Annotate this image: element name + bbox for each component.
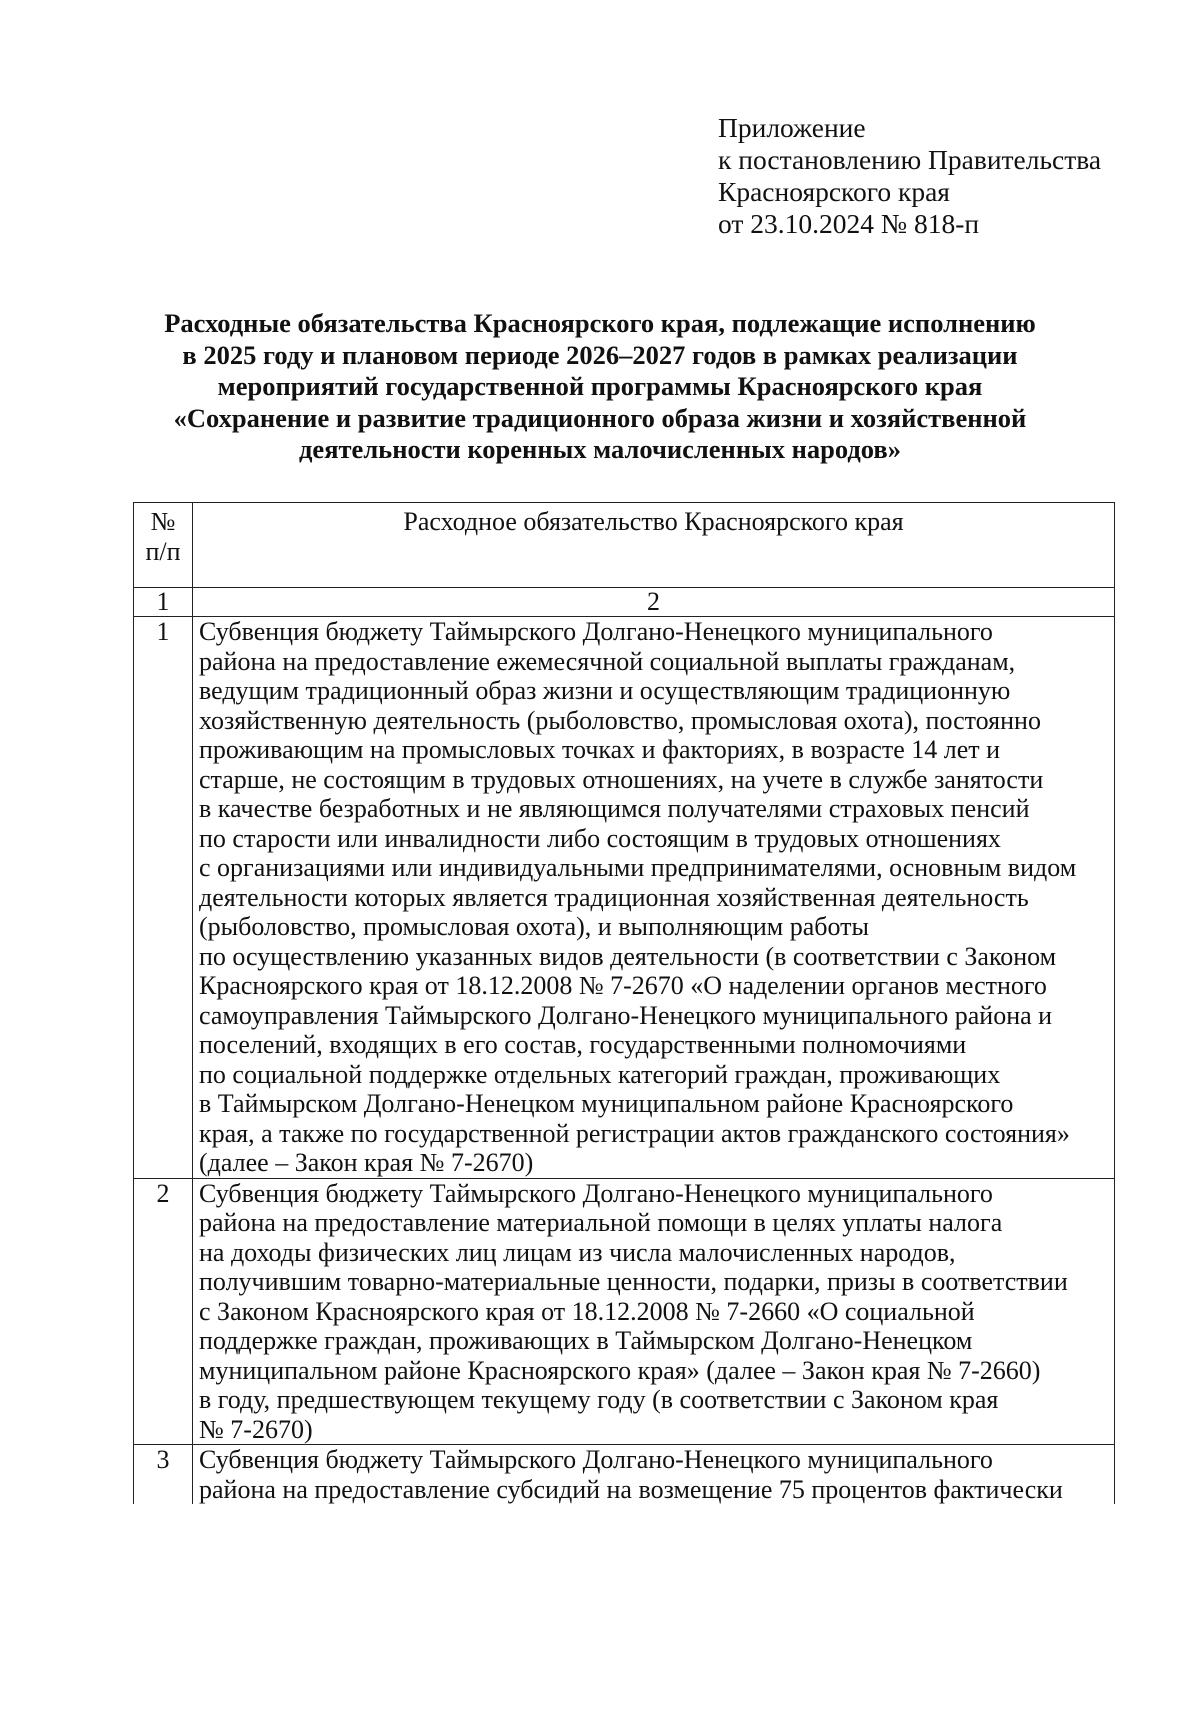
row-text-line: проживающим на промысловых точках и факториях, в возрасте 14 лет и bbox=[199, 735, 1001, 764]
row-text-line: с Законом Красноярского края от 18.12.2008 № 7-2660 «О социальной bbox=[199, 1296, 975, 1326]
row-text-line: края, а также по государственной регистрации актов гражданского состояния» bbox=[199, 1118, 1070, 1148]
title-line: мероприятий государственной программы Красноярского края bbox=[217, 371, 983, 401]
row-text-line: по осуществлению указанных видов деятельности (в соответствии с Законом bbox=[199, 941, 1057, 971]
table-row bbox=[134, 617, 1115, 1179]
document-title bbox=[120, 308, 1080, 466]
appendix-block bbox=[718, 112, 1158, 240]
row-text-line: Субвенция бюджету Таймырского Долгано-Ненецкого муниципального bbox=[199, 1445, 993, 1474]
header-obligation-cell bbox=[193, 503, 1115, 588]
row-text-line: Субвенция бюджету Таймырского Долгано-Ненецкого муниципального bbox=[199, 1178, 993, 1208]
header-num-line: п/п bbox=[145, 536, 181, 566]
title-line: «Сохранение и развитие традиционного образа жизни и хозяйственной bbox=[173, 402, 1027, 433]
row-text-line: (рыболовство, промысловая охота), и выполняющим работы bbox=[199, 912, 869, 941]
row-text-line: Красноярского края от 18.12.2008 № 7-2670 «О наделении органов местного bbox=[199, 971, 1047, 1000]
row-text-line: в качестве безработных и не являющимся получателями страховых пенсий bbox=[199, 794, 1030, 823]
row-text-line: района на предоставление материальной помощи в целях уплаты налога bbox=[199, 1208, 1003, 1237]
index-cell-1: 1 bbox=[134, 588, 193, 617]
appendix-line: к постановлению Правительства bbox=[718, 144, 1102, 175]
header-num-cell bbox=[134, 503, 193, 588]
row-text-line: ведущим традиционный образ жизни и осуществляющим традиционную bbox=[199, 676, 1011, 705]
row-text-line: в Таймырском Долгано-Ненецком муниципальном районе Красноярского bbox=[199, 1089, 1014, 1118]
row-text bbox=[193, 1178, 1115, 1445]
index-cell-2: 2 bbox=[193, 588, 1115, 617]
header-num-line: № bbox=[150, 507, 176, 536]
table-row bbox=[134, 1178, 1115, 1445]
title-line: Расходные обязательства Красноярского края, подлежащие исполнению bbox=[164, 308, 1036, 338]
row-text-line: по социальной поддержке отдельных категорий граждан, проживающих bbox=[199, 1059, 1001, 1089]
row-number: 1 bbox=[134, 617, 193, 1179]
row-text-line: по старости или инвалидности либо состоящим в трудовых отношениях bbox=[199, 823, 1001, 853]
row-text-line: деятельности которых является традиционная хозяйственная деятельность bbox=[199, 882, 1029, 912]
title-line: в 2025 году и плановом периоде 2026–2027 годов в рамках реализации bbox=[182, 339, 1018, 370]
appendix-line: от 23.10.2024 № 818-п bbox=[718, 208, 980, 239]
row-text-line: в году, предшествующем текущему году (в соответствии с Законом края bbox=[199, 1385, 999, 1414]
row-text-line: Субвенция бюджету Таймырского Долгано-Ненецкого муниципального bbox=[199, 617, 993, 646]
row-text-line: на доходы физических лиц лицам из числа малочисленных народов, bbox=[199, 1237, 956, 1267]
row-text bbox=[193, 1445, 1115, 1505]
row-text-line: хозяйственную деятельность (рыболовство, промысловая охота), постоянно bbox=[199, 705, 1041, 735]
row-text-line: № 7-2670) bbox=[199, 1414, 313, 1444]
table-header-row bbox=[134, 503, 1115, 588]
appendix-line: Приложение bbox=[718, 112, 866, 143]
row-number: 2 bbox=[134, 1178, 193, 1445]
header-obligation-text: Расходное обязательство Красноярского края bbox=[403, 507, 904, 536]
row-text-line: (далее – Закон края № 7-2670) bbox=[199, 1148, 534, 1177]
row-text-line: с организациями или индивидуальными предпринимателями, основным видом bbox=[199, 853, 1077, 882]
title-line: деятельности коренных малочисленных народов» bbox=[299, 434, 901, 464]
row-text-line: получившим товарно-материальные ценности, подарки, призы в соответствии bbox=[199, 1267, 1068, 1296]
row-text-line: муниципальном районе Красноярского края» (далее – Закон края № 7-2660) bbox=[199, 1355, 1041, 1385]
row-text bbox=[193, 617, 1115, 1179]
row-text-line: района на предоставление ежемесячной социальной выплаты гражданам, bbox=[199, 646, 1016, 676]
row-text-line: поддержке граждан, проживающих в Таймырском Долгано-Ненецком bbox=[199, 1326, 973, 1355]
obligations-table bbox=[133, 502, 1115, 1504]
table-index-row bbox=[134, 588, 1115, 617]
row-text-line: района на предоставление субсидий на возмещение 75 процентов фактически bbox=[199, 1474, 1063, 1504]
row-number: 3 bbox=[134, 1445, 193, 1505]
table-row bbox=[134, 1445, 1115, 1505]
row-text-line: старше, не состоящим в трудовых отношениях, на учете в службе занятости bbox=[199, 764, 1044, 794]
appendix-line: Красноярского края bbox=[718, 176, 950, 207]
row-text-line: самоуправления Таймырского Долгано-Ненецкого муниципального района и bbox=[199, 1000, 1053, 1030]
row-text-line: поселений, входящих в его состав, государственными полномочиями bbox=[199, 1030, 967, 1059]
